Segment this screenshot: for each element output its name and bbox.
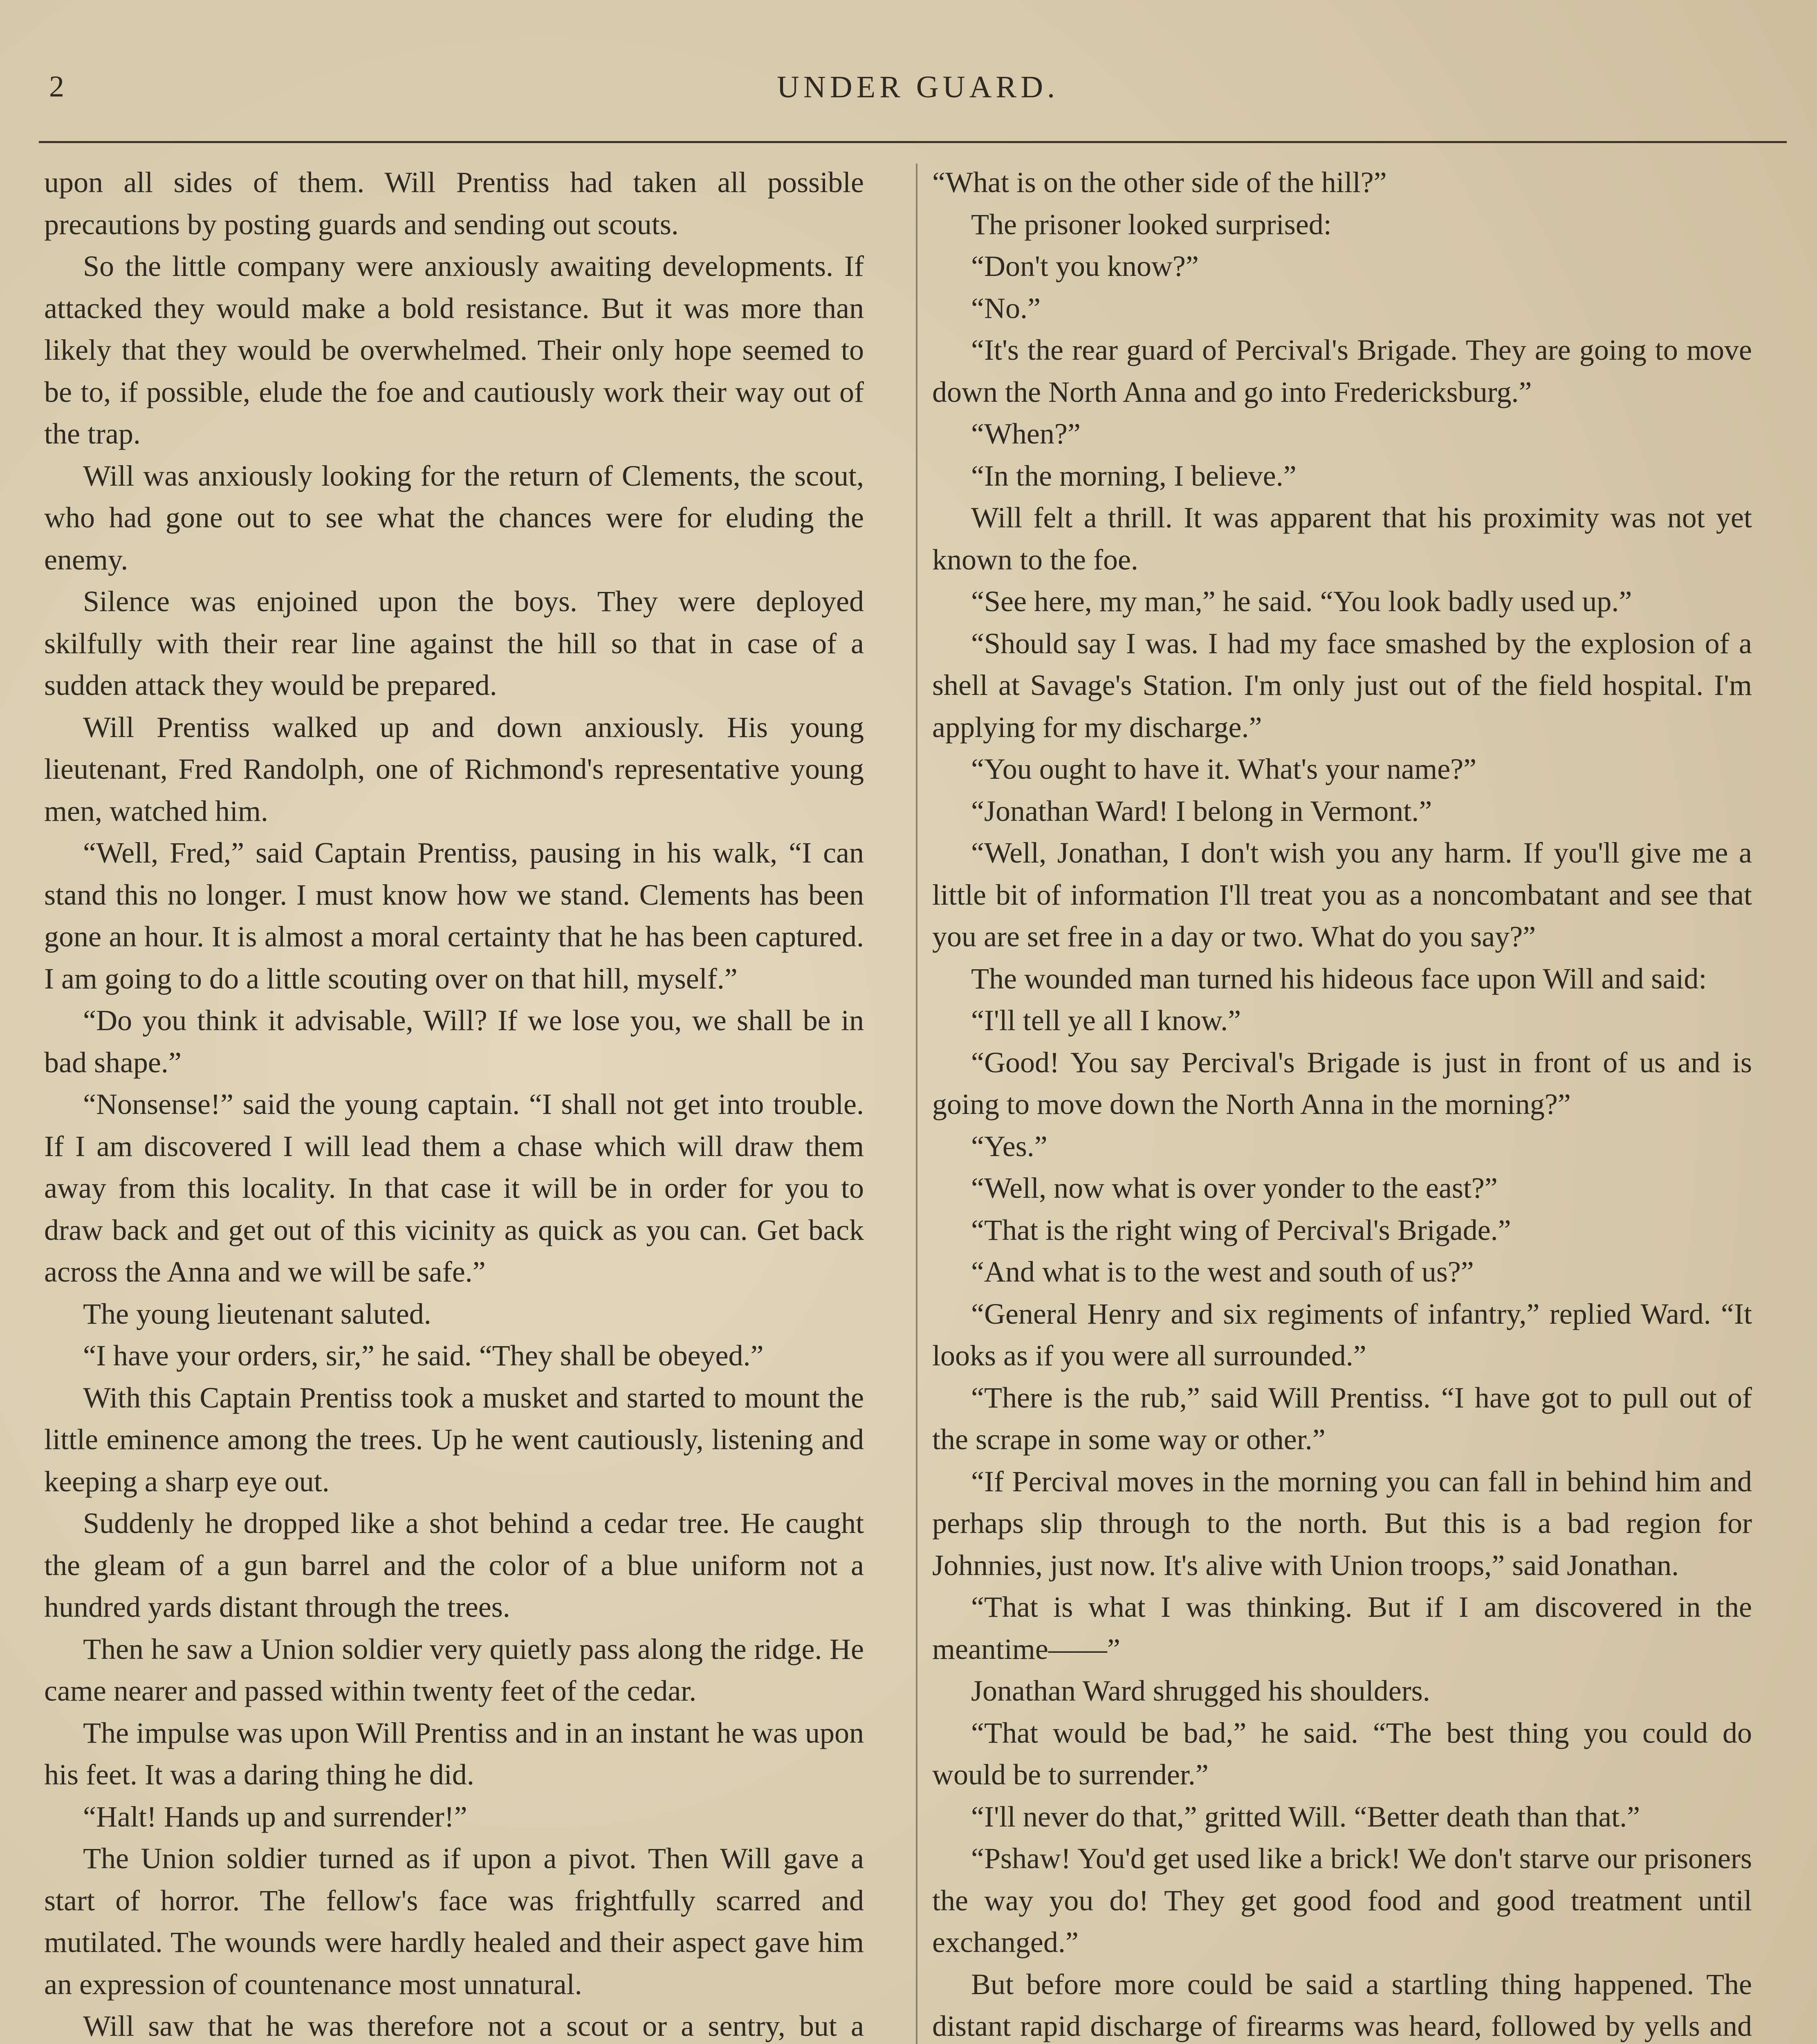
paragraph: “When?” xyxy=(971,417,1081,450)
header-rule xyxy=(39,141,1787,143)
paragraph: Silence was enjoined upon the boys. They were deployed skilfully with their rear line against the hill so that in case of a sudden attack they would be prepared. xyxy=(44,585,864,702)
paragraph: Will saw that he was therefore not a scout or a sentry, but a xyxy=(83,2010,864,2042)
page-number: 2 xyxy=(49,70,64,103)
paragraph: “You ought to have it. What's your name?” xyxy=(971,753,1477,785)
right-column xyxy=(932,161,1752,2044)
paragraph: “Nonsense!” said the young captain. “I shall not get into trouble. If I am discovered I will lead them a chase which will draw them away from this locality. In that case it will be in order for you to draw back and get out of this vicinity as quick as you can. Get back across the Anna and we will be safe.” xyxy=(44,1088,864,1288)
paragraph: Then he saw a Union soldier very quietly pass along the ridge. He came nearer and passed within twenty feet of the cedar. xyxy=(44,1632,864,1707)
page-header xyxy=(49,61,1787,135)
paragraph: Suddenly he dropped like a shot behind a cedar tree. He caught the gleam of a gun barrel and the color of a blue uniform not a hundred yards distant through the trees. xyxy=(44,1507,864,1623)
paragraph: Will was anxiously looking for the return of Clements, the scout, who had gone out to see what the chances were for eluding the enemy. xyxy=(44,459,864,576)
paragraph: “Good! You say Percival's Brigade is just in front of us and is going to move down the North Anna in the morning?” xyxy=(932,1046,1752,1121)
paragraph: “See here, my man,” he said. “You look badly used up.” xyxy=(971,585,1632,618)
paragraph: “What is on the other side of the hill?” xyxy=(932,166,1387,199)
paragraph: Will felt a thrill. It was apparent that his proximity was not yet known to the foe. xyxy=(932,501,1752,576)
paragraph: “Well, now what is over yonder to the east?” xyxy=(971,1172,1498,1204)
paragraph: The prisoner looked surprised: xyxy=(971,208,1332,241)
paragraph: “General Henry and six regiments of infantry,” replied Ward. “It looks as if you were all surrounded.” xyxy=(932,1297,1752,1372)
paragraph: “Should say I was. I had my face smashed by the explosion of a shell at Savage's Station. I'm only just out of the field hospital. I'm applying for my discharge.” xyxy=(932,627,1752,744)
column-divider xyxy=(916,164,917,2044)
paragraph: “That would be bad,” he said. “The best thing you could do would be to surrender.” xyxy=(932,1716,1752,1791)
paragraph: “That is the right wing of Percival's Brigade.” xyxy=(971,1213,1511,1246)
paragraph: “Jonathan Ward! I belong in Vermont.” xyxy=(971,794,1432,827)
paragraph: “Pshaw! You'd get used like a brick! We don't starve our prisoners the way you do! They get good food and good treatment until exchanged.” xyxy=(932,1842,1752,1959)
paragraph: The Union soldier turned as if upon a pivot. Then Will gave a start of horror. The fellow's face was frightfully scarred and mutilated. The wounds were hardly healed and their aspect gave him an expression of countenance most unnatural. xyxy=(44,1842,864,2001)
paragraph: “There is the rub,” said Will Prentiss. “I have got to pull out of the scrape in some way or other.” xyxy=(932,1381,1752,1456)
paragraph: The impulse was upon Will Prentiss and in an instant he was upon his feet. It was a daring thing he did. xyxy=(44,1716,864,1791)
paragraph: The wounded man turned his hideous face upon Will and said: xyxy=(971,962,1707,995)
paragraph: “Do you think it advisable, Will? If we lose you, we shall be in bad shape.” xyxy=(44,1004,864,1079)
paragraph: “In the morning, I believe.” xyxy=(971,459,1297,492)
paragraph: “No.” xyxy=(971,291,1041,325)
paragraph: Will Prentiss walked up and down anxiously. His young lieutenant, Fred Randolph, one of Richmond's representative young men, watched him. xyxy=(44,710,864,827)
paragraph: The young lieutenant saluted. xyxy=(83,1297,431,1330)
paragraph: “It's the rear guard of Percival's Brigade. They are going to move down the North Anna and go into Fredericksburg.” xyxy=(932,334,1752,408)
paragraph: But before more could be said a startling thing happened. The distant rapid discharge of firearms was heard, followed by yells and xyxy=(932,1968,1752,2042)
paragraph: “I have your orders, sir,” he said. “They shall be obeyed.” xyxy=(83,1339,764,1372)
paragraph: “If Percival moves in the morning you can fall in behind him and perhaps slip through to the north. But this is a bad region for Johnnies, just now. It's alive with Union troops,” said Jonathan. xyxy=(932,1465,1752,1582)
paragraph: “Yes.” xyxy=(971,1130,1048,1163)
paragraph: upon all sides of them. Will Prentiss had taken all possible precautions by posting guards and sending out scouts. xyxy=(44,166,864,241)
left-column xyxy=(44,161,864,2044)
paragraph: “Halt! Hands up and surrender!” xyxy=(83,1800,467,1833)
paragraph: Jonathan Ward shrugged his shoulders. xyxy=(971,1674,1430,1707)
paragraph: “Don't you know?” xyxy=(971,250,1199,282)
running-title: UNDER GUARD. xyxy=(777,70,1059,104)
paragraph: “That is what I was thinking. But if I am discovered in the meantime——” xyxy=(932,1591,1752,1665)
paragraph: So the little company were anxiously awaiting developments. If attacked they would make a bold resistance. But it was more than likely that they would be overwhelmed. Their only hope seemed to be to, if possible, elude the foe and cautiously work their way out of the trap. xyxy=(44,250,864,450)
paragraph: “Well, Jonathan, I don't wish you any harm. If you'll give me a little bit of information I'll treat you as a noncombatant and see that you are set free in a day or two. What do you say?” xyxy=(932,836,1752,953)
paragraph: With this Captain Prentiss took a musket and started to mount the little eminence among the trees. Up he went cautiously, listening and keeping a sharp eye out. xyxy=(44,1381,864,1498)
paragraph: “And what is to the west and south of us?” xyxy=(971,1255,1474,1288)
paragraph: “I'll never do that,” gritted Will. “Better death than that.” xyxy=(971,1800,1640,1833)
paragraph: “I'll tell ye all I know.” xyxy=(971,1004,1241,1037)
paragraph: “Well, Fred,” said Captain Prentiss, pausing in his walk, “I can stand this no longer. I must know how we stand. Clements has been gone an hour. It is almost a moral certainty that he has been captured. I am going to do a little scouting over on that hill, myself.” xyxy=(44,836,864,995)
